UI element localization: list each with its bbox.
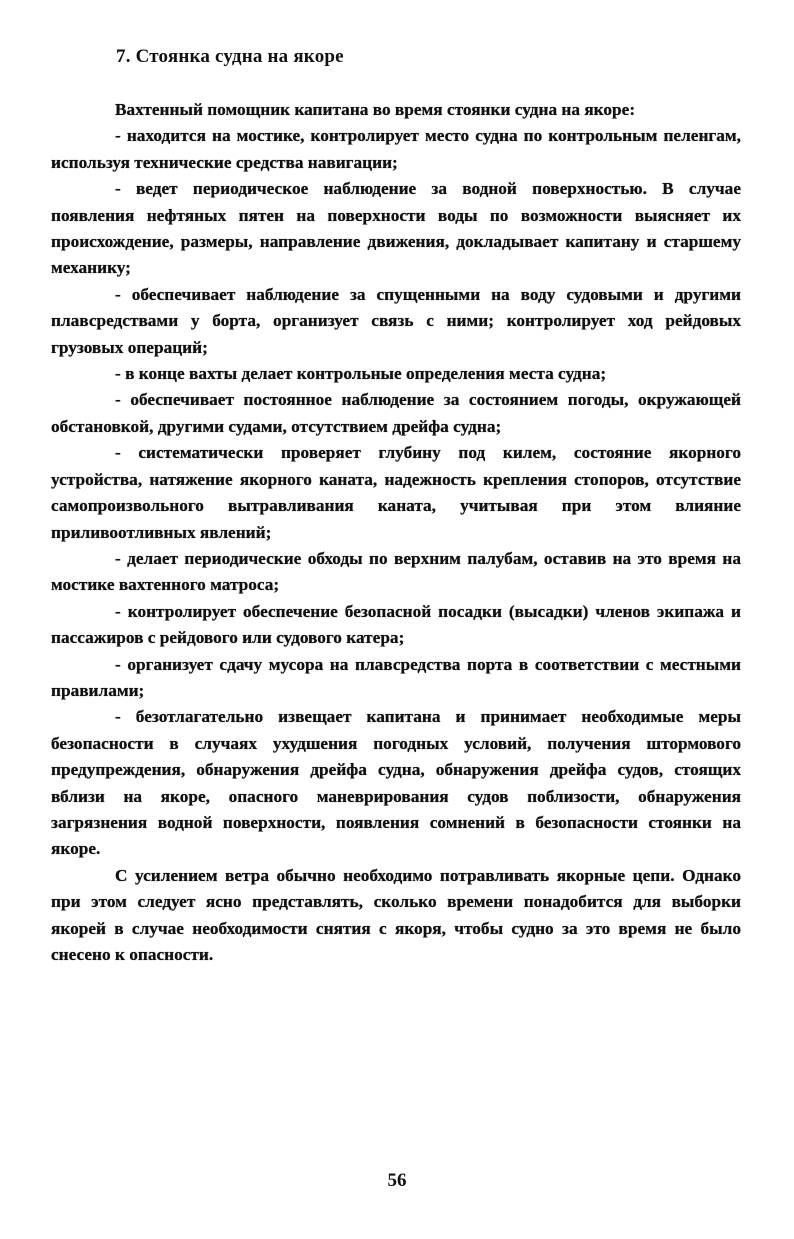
paragraph-item: - систематически проверяет глубину под килем, состояние якорного устройства, натяжение якорного каната, надежность крепления стопоров, отсутствие самопроизвольного вытравливания каната, учитывая при этом влияние приливоотливных явлений; xyxy=(51,443,741,542)
paragraph-intro: Вахтенный помощник капитана во время стоянки судна на якоре: xyxy=(115,100,636,119)
paragraph-item: - организует сдачу мусора на плавсредства порта в соответствии с местными правилами; xyxy=(51,654,741,700)
paragraph-item: - контролирует обеспечение безопасной посадки (высадки) членов экипажа и пассажиров с рейдового или судового катера; xyxy=(51,601,741,648)
paragraph-item: - обеспечивает постоянное наблюдение за состоянием погоды, окружающей обстановкой, другими судами, отсутствием дрейфа судна; xyxy=(51,390,741,436)
paragraph-item: - в конце вахты делает контрольные определения места судна; xyxy=(115,364,607,384)
paragraph-item: - ведет периодическое наблюдение за водной поверхностью. В случае появления нефтяных пятен на поверхности воды по возможности выясняет их происхождение, размеры, направление движения, докладывает капитану и старшему механику; xyxy=(51,179,741,278)
paragraph-item: - безотлагательно извещает капитана и принимает необходимые меры безопасности в случаях ухудшения погодных условий, получения штормового предупреждения, обнаружения дрейфа судна, обнаружения дрейфа судов, стоящих вблизи на якоре, опасного маневрирования судов поблизости, обнаружения загрязнения водной поверхности, появления сомнений в безопасности стоянки на якоре. xyxy=(51,707,741,859)
paragraph-item: - находится на мостике, контролирует место судна по контрольным пеленгам, используя технические средства навигации; xyxy=(51,126,741,172)
page-number: 56 xyxy=(387,1170,407,1191)
body-text xyxy=(51,97,741,968)
paragraph-item: - обеспечивает наблюдение за спущенными на воду судовыми и другими плавсредствами у борта, организует связь с ними; контролирует ход рейдовых грузовых операций; xyxy=(51,284,741,357)
paragraph-closing: С усилением ветра обычно необходимо потравливать якорные цепи. Однако при этом следует ясно представлять, сколько времени понадобится для выборки якорей в случае необходимости снятия с якоря, чтобы судно за это время не было снесено к опасности. xyxy=(51,865,741,964)
paragraph-item: - делает периодические обходы по верхним палубам, оставив на это время на мостике вахтенного матроса; xyxy=(51,548,741,595)
section-title: 7. Стоянка судна на якоре xyxy=(116,46,344,67)
